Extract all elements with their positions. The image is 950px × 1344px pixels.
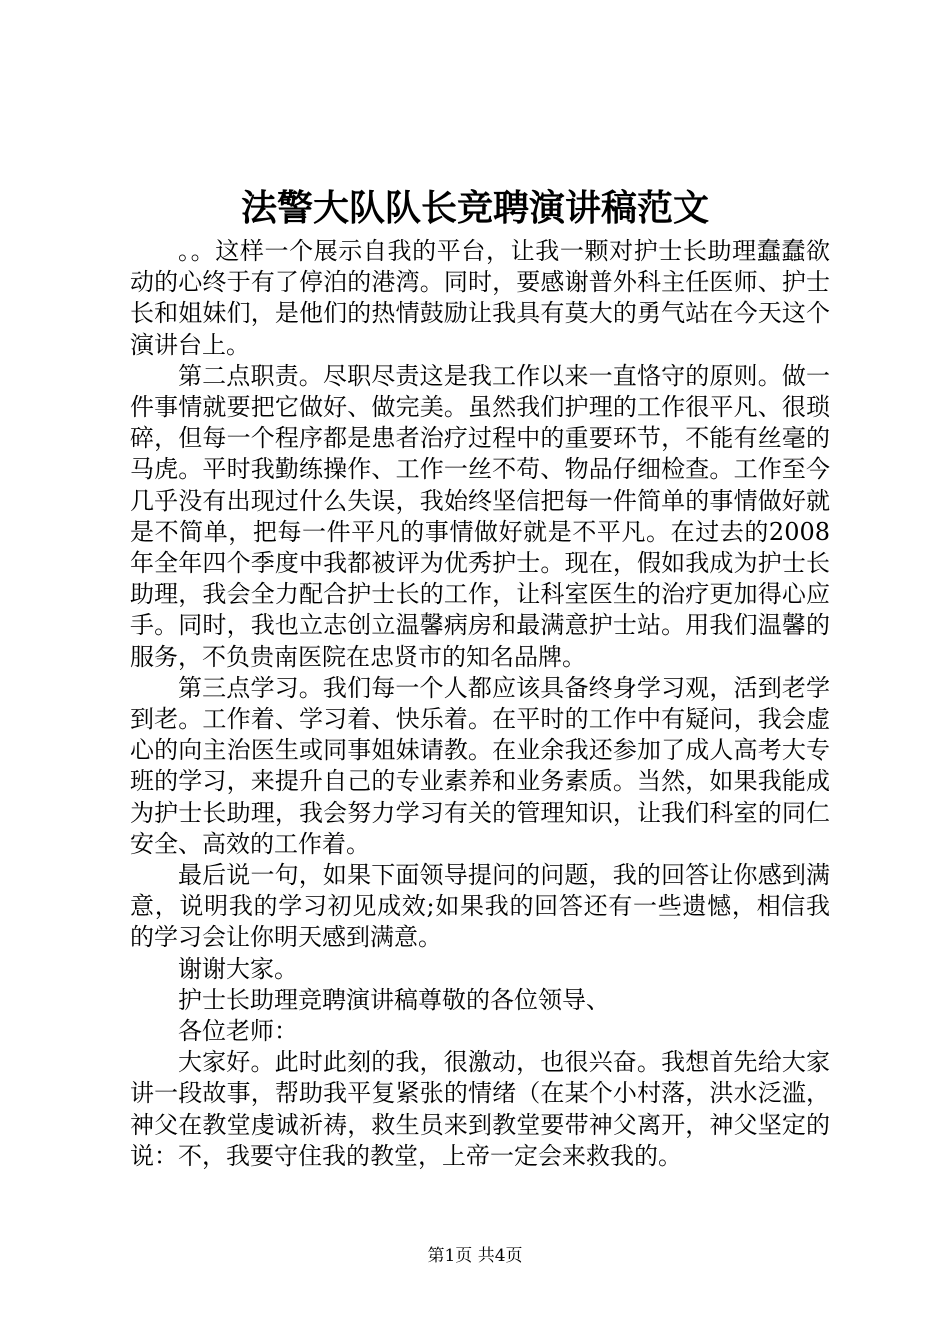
page-footer: 第1页 共4页 <box>427 1246 523 1266</box>
paragraph-salutation: 各位老师： <box>178 1017 298 1046</box>
document-title: 法警大队队长竞聘演讲稿范文 <box>240 187 709 229</box>
document-body <box>130 236 830 1172</box>
paragraph-study: 第三点学习。我们每一个人都应该具备终身学习观，活到老学到老。工作着、学习着、快乐着。在平时的工作中有疑问，我会虚心的向主治医生或同事姐妹请教。在业余我还参加了成人高考大专班的学习，来提升自己的专业素养和业务素质。当然，如果我能成为护士长助理，我会努力学习有关的管理知识，让我们科室的同仁安全、高效的工作着。 <box>130 673 830 858</box>
paragraph-intro: 。。这样一个展示自我的平台，让我一颗对护士长助理蠢蠢欲动的心终于有了停泊的港湾。同时，要感谢普外科主任医师、护士长和姐妹们，是他们的热情鼓励让我具有莫大的勇气站在今天这个演讲台上。 <box>130 237 830 359</box>
paragraph-thanks: 谢谢大家。 <box>178 954 298 983</box>
paragraph-greeting: 大家好。此时此刻的我，很激动，也很兴奋。我想首先给大家讲一段故事，帮助我平复紧张的情绪（在某个小村落，洪水泛滥，神父在教堂虔诚祈祷，救生员来到教堂要带神父离开，神父坚定的说：不，我要守住我的教堂，上帝一定会来救我的。 <box>130 1048 830 1170</box>
paragraph-second-title: 护士长助理竞聘演讲稿尊敬的各位领导、 <box>178 985 610 1014</box>
paragraph-closing: 最后说一句，如果下面领导提问的问题，我的回答让你感到满意，说明我的学习初见成效;如果我的回答还有一些遗憾，相信我的学习会让你明天感到满意。 <box>130 861 830 952</box>
paragraph-duty: 第二点职责。尽职尽责这是我工作以来一直恪守的原则。做一件事情就要把它做好、做完美。虽然我们护理的工作很平凡、很琐碎，但每一个程序都是患者治疗过程中的重要环节，不能有丝毫的马虎。平时我勤练操作、工作一丝不苟、物品仔细检查。工作至今几乎没有出现过什么失误，我始终坚信把每一件简单的事情做好就是不简单，把每一件平凡的事情做好就是不平凡。在过去的2008年全年四个季度中我都被评为优秀护士。现在，假如我成为护士长助理，我会全力配合护士长的工作，让科室医生的治疗更加得心应手。同时，我也立志创立温馨病房和最满意护士站。用我们温馨的服务，不负贵南医院在忠贤市的知名品牌。 <box>130 361 830 671</box>
